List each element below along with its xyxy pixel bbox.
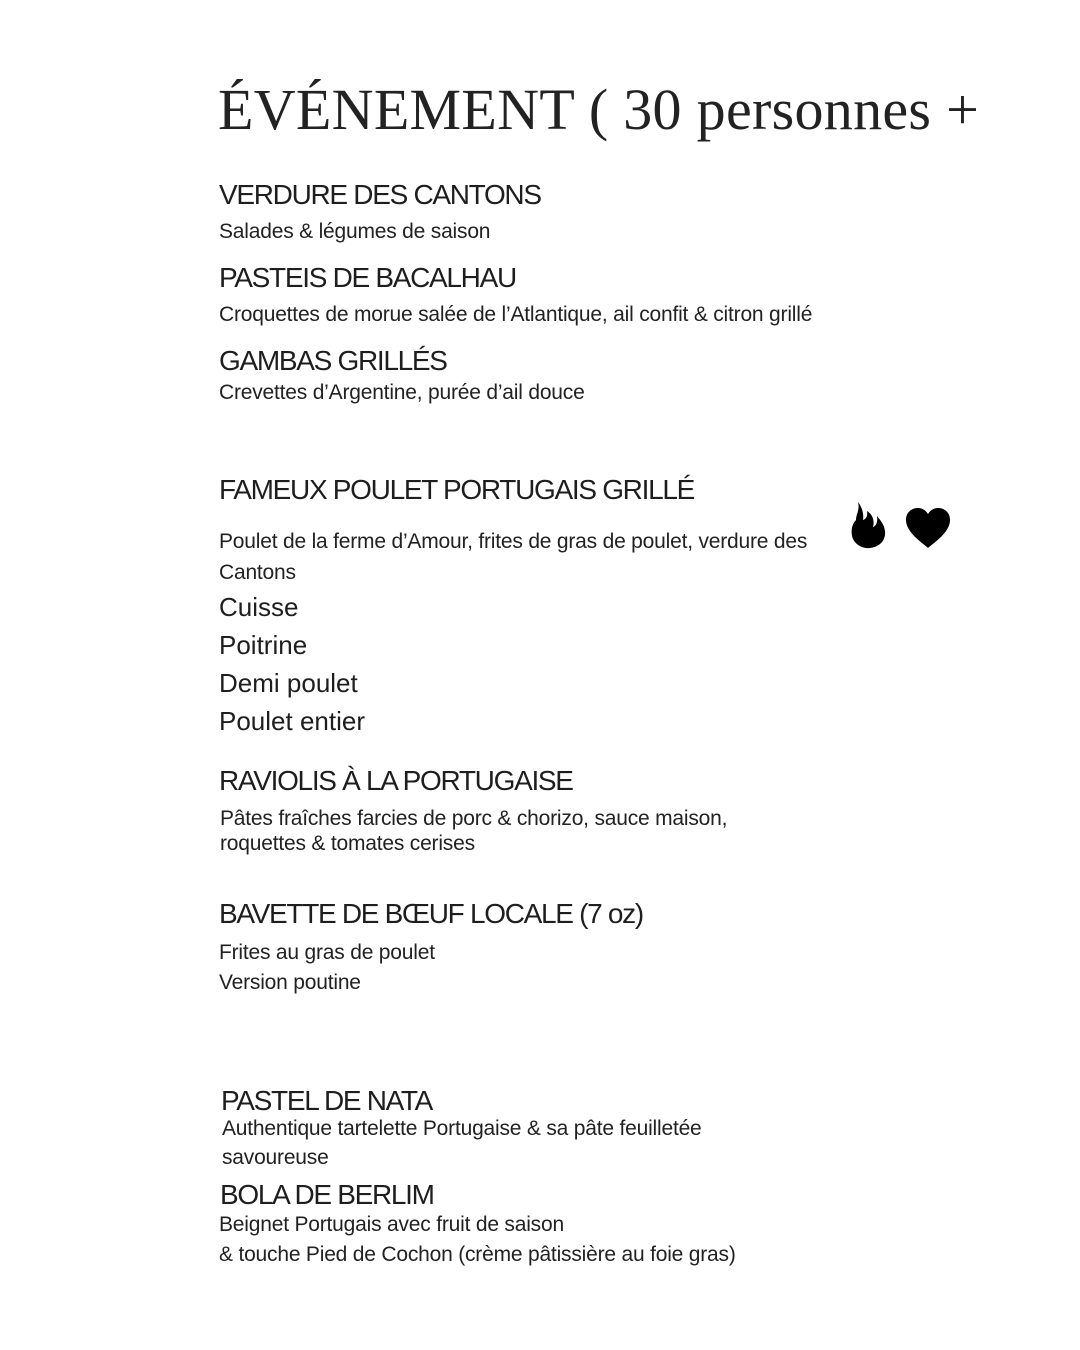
option-poulet-entier: Poulet entier [219, 706, 365, 736]
dish-description-line1: Pâtes fraîches farcies de porc & chorizo, sauce maison, [220, 807, 728, 830]
dish-description-line2: & touche Pied de Cochon (crème pâtissière au foie gras) [219, 1243, 736, 1266]
dish-description: Crevettes d’Argentine, purée d’ail douce [219, 381, 585, 404]
dish-description-line2: Cantons [219, 561, 296, 584]
option-cuisse: Cuisse [219, 592, 299, 622]
dish-name: FAMEUX POULET PORTUGAIS GRILLÉ [219, 474, 694, 505]
dish-name: BOLA DE BERLIM [220, 1179, 434, 1210]
dish-description-line1: Frites au gras de poulet [219, 941, 435, 964]
dish-name: GAMBAS GRILLÉS [219, 345, 447, 376]
dish-description-line2: Version poutine [219, 971, 361, 994]
dish-name: BAVETTE DE BŒUF LOCALE (7 oz) [219, 898, 643, 929]
dish-description: Salades & légumes de saison [219, 220, 491, 243]
heart-icon [905, 507, 951, 549]
dish-name: PASTEL DE NATA [221, 1085, 433, 1116]
dish-description-line2: roquettes & tomates cerises [220, 832, 475, 855]
dish-description: Croquettes de morue salée de l’Atlantique, ail confit & citron grillé [219, 303, 813, 326]
dish-description-line1: Beignet Portugais avec fruit de saison [219, 1213, 564, 1236]
page-title: ÉVÉNEMENT ( 30 personnes + [218, 77, 980, 142]
dish-name: PASTEIS DE BACALHAU [219, 262, 516, 293]
flame-icon [850, 500, 888, 550]
dish-description-line2: savoureuse [222, 1146, 329, 1169]
dish-description-line1: Authentique tartelette Portugaise & sa pâte feuilletée [222, 1117, 702, 1140]
dish-name: VERDURE DES CANTONS [219, 179, 541, 210]
dish-description-line1: Poulet de la ferme d’Amour, frites de gras de poulet, verdure des [219, 530, 808, 553]
option-demi-poulet: Demi poulet [219, 668, 358, 698]
option-poitrine: Poitrine [219, 630, 308, 660]
dish-name: RAVIOLIS À LA PORTUGAISE [219, 765, 573, 796]
